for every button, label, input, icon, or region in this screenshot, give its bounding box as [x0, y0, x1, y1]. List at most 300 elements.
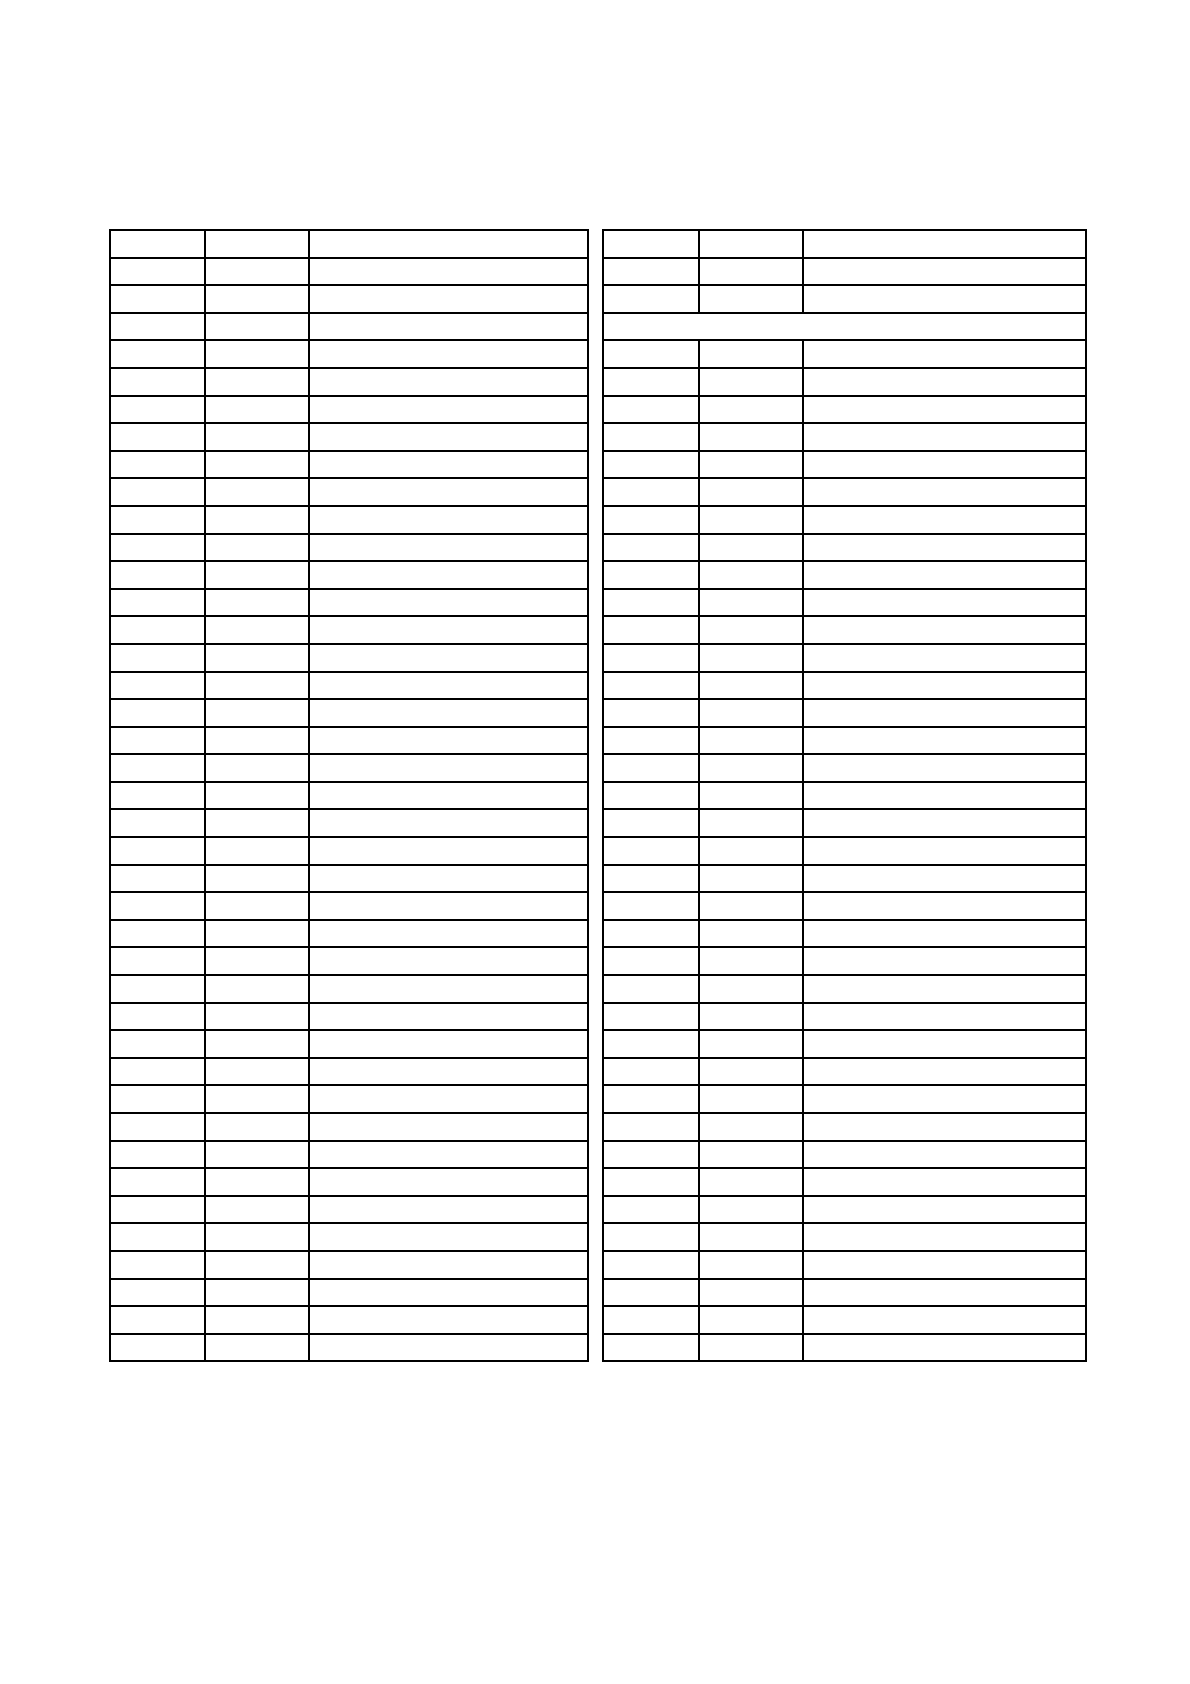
- table-row: [603, 340, 1086, 368]
- table-cell: [603, 423, 699, 451]
- table-cell: [803, 1085, 1086, 1113]
- table-row: [110, 865, 588, 893]
- table-cell: [309, 534, 588, 562]
- table-row: [110, 589, 588, 617]
- table-cell: [205, 258, 309, 286]
- table-row: [110, 754, 588, 782]
- table-cell: [309, 975, 588, 1003]
- table-cell: [603, 699, 699, 727]
- table-row: [603, 1113, 1086, 1141]
- table-cell: [699, 478, 803, 506]
- table-cell: [309, 258, 588, 286]
- table-cell: [309, 1223, 588, 1251]
- table-row: [110, 947, 588, 975]
- table-cell: [110, 865, 205, 893]
- table-cell: [205, 699, 309, 727]
- table-cell: [110, 672, 205, 700]
- table-cell: [205, 451, 309, 479]
- table-row: [603, 1223, 1086, 1251]
- table-cell: [205, 1058, 309, 1086]
- table-cell: [110, 589, 205, 617]
- table-cell: [205, 1279, 309, 1307]
- table-cell: [205, 396, 309, 424]
- table-cell: [205, 1251, 309, 1279]
- table-row: [603, 920, 1086, 948]
- table-cell: [803, 561, 1086, 589]
- table-row: [110, 478, 588, 506]
- table-cell: [803, 285, 1086, 313]
- table-cell: [205, 1003, 309, 1031]
- table-cell: [699, 396, 803, 424]
- table-row: [110, 396, 588, 424]
- table-row: [110, 727, 588, 755]
- table-row: [110, 837, 588, 865]
- table-cell: [110, 1058, 205, 1086]
- table-cell: [603, 809, 699, 837]
- table-row: [603, 313, 1086, 341]
- table-cell: [309, 340, 588, 368]
- table-cell: [309, 782, 588, 810]
- table-cell: [699, 865, 803, 893]
- table-row: [110, 616, 588, 644]
- table-cell: [205, 1113, 309, 1141]
- table-cell: [803, 1279, 1086, 1307]
- table-cell: [603, 1196, 699, 1224]
- table-row: [110, 1003, 588, 1031]
- table-cell: [205, 947, 309, 975]
- table-row: [603, 285, 1086, 313]
- table-row: [603, 1334, 1086, 1362]
- table-cell: [110, 451, 205, 479]
- table-cell: [803, 727, 1086, 755]
- table-cell: [699, 1334, 803, 1362]
- table-cell: [603, 340, 699, 368]
- table-cell: [699, 699, 803, 727]
- table-cell: [110, 782, 205, 810]
- table-cell: [803, 451, 1086, 479]
- table-cell: [803, 947, 1086, 975]
- table-cell: [603, 975, 699, 1003]
- table-row: [603, 561, 1086, 589]
- table-cell: [699, 727, 803, 755]
- table-row: [603, 258, 1086, 286]
- table-cell: [110, 1223, 205, 1251]
- table-cell: [110, 892, 205, 920]
- table-cell: [205, 1223, 309, 1251]
- table-cell: [110, 285, 205, 313]
- table-cell: [699, 368, 803, 396]
- table-cell: [803, 1113, 1086, 1141]
- table-cell: [603, 754, 699, 782]
- table-cell: [603, 285, 699, 313]
- table-cell: [803, 1003, 1086, 1031]
- table-cell: [309, 396, 588, 424]
- table-cell: [603, 865, 699, 893]
- table-row: [603, 1141, 1086, 1169]
- table-row: [603, 423, 1086, 451]
- table-cell: [699, 975, 803, 1003]
- table-cell: [205, 754, 309, 782]
- table-cell: [110, 1085, 205, 1113]
- table-row: [603, 809, 1086, 837]
- table-row: [603, 1058, 1086, 1086]
- table-row: [110, 313, 588, 341]
- table-row: [603, 451, 1086, 479]
- table-cell: [699, 1141, 803, 1169]
- table-cell: [309, 451, 588, 479]
- table-cell: [603, 1168, 699, 1196]
- table-cell: [110, 368, 205, 396]
- table-row: [110, 451, 588, 479]
- table-row: [603, 396, 1086, 424]
- table-row: [603, 368, 1086, 396]
- table-cell: [309, 1334, 588, 1362]
- table-cell: [699, 423, 803, 451]
- table-cell: [803, 865, 1086, 893]
- table-row: [110, 1058, 588, 1086]
- table-cell: [803, 1141, 1086, 1169]
- table-cell: [309, 892, 588, 920]
- table-cell: [803, 368, 1086, 396]
- table-cell: [205, 865, 309, 893]
- table-cell: [603, 451, 699, 479]
- table-cell: [110, 727, 205, 755]
- table-cell: [309, 285, 588, 313]
- table-row: [603, 1306, 1086, 1334]
- table-cell: [803, 230, 1086, 258]
- table-cell: [110, 1251, 205, 1279]
- table-cell: [603, 616, 699, 644]
- left-table: [109, 229, 589, 1362]
- table-cell: [803, 1251, 1086, 1279]
- table-row: [603, 534, 1086, 562]
- table-cell: [309, 699, 588, 727]
- table-cell: [603, 230, 699, 258]
- table-cell: [699, 1085, 803, 1113]
- table-row: [110, 368, 588, 396]
- table-row: [110, 1030, 588, 1058]
- table-cell: [205, 561, 309, 589]
- table-cell: [699, 561, 803, 589]
- table-cell: [603, 589, 699, 617]
- table-cell: [309, 1306, 588, 1334]
- table-row: [110, 920, 588, 948]
- table-cell: [803, 809, 1086, 837]
- table-row: [603, 699, 1086, 727]
- table-row: [110, 1141, 588, 1169]
- table-cell: [309, 1085, 588, 1113]
- table-cell: [699, 340, 803, 368]
- table-row: [603, 892, 1086, 920]
- table-cell: [205, 506, 309, 534]
- table-row: [110, 1113, 588, 1141]
- table-row: [110, 892, 588, 920]
- table-cell: [603, 1334, 699, 1362]
- table-cell: [205, 1085, 309, 1113]
- table-cell: [803, 1306, 1086, 1334]
- table-row: [110, 1223, 588, 1251]
- table-cell: [603, 782, 699, 810]
- table-cell: [699, 616, 803, 644]
- table-row: [603, 1251, 1086, 1279]
- table-cell: [309, 313, 588, 341]
- table-row: [110, 1168, 588, 1196]
- table-cell: [110, 423, 205, 451]
- table-cell: [803, 920, 1086, 948]
- table-cell: [699, 1113, 803, 1141]
- table-cell: [205, 837, 309, 865]
- table-cell: [309, 865, 588, 893]
- table-cell: [803, 699, 1086, 727]
- table-cell: [603, 837, 699, 865]
- table-cell: [205, 340, 309, 368]
- table-row: [110, 672, 588, 700]
- table-cell: [205, 589, 309, 617]
- table-row: [603, 1085, 1086, 1113]
- table-cell: [110, 1113, 205, 1141]
- table-cell: [205, 1196, 309, 1224]
- table-cell: [699, 285, 803, 313]
- table-cell: [699, 1196, 803, 1224]
- table-row: [110, 1196, 588, 1224]
- table-cell: [110, 837, 205, 865]
- table-cell: [205, 1141, 309, 1169]
- table-cell: [110, 230, 205, 258]
- table-cell: [603, 1058, 699, 1086]
- table-cell: [205, 1168, 309, 1196]
- table-cell: [110, 506, 205, 534]
- table-row: [603, 754, 1086, 782]
- table-cell: [603, 1113, 699, 1141]
- table-cell: [110, 1141, 205, 1169]
- table-cell: [309, 727, 588, 755]
- table-cell: [699, 644, 803, 672]
- table-cell: [110, 340, 205, 368]
- table-cell: [309, 947, 588, 975]
- table-cell: [110, 1168, 205, 1196]
- table-cell: [803, 1196, 1086, 1224]
- table-cell: [309, 616, 588, 644]
- table-cell: [699, 1003, 803, 1031]
- table-cell: [699, 1279, 803, 1307]
- table-cell: [699, 920, 803, 948]
- table-cell: [603, 478, 699, 506]
- table-cell: [699, 258, 803, 286]
- table-row: [110, 644, 588, 672]
- table-row: [603, 975, 1086, 1003]
- table-cell: [309, 423, 588, 451]
- table-cell: [205, 892, 309, 920]
- table-cell: [803, 506, 1086, 534]
- table-cell: [309, 1168, 588, 1196]
- table-cell: [699, 534, 803, 562]
- table-cell: [309, 1251, 588, 1279]
- table-cell: [205, 644, 309, 672]
- table-row: [110, 1306, 588, 1334]
- table-cell: [110, 754, 205, 782]
- table-cell: [309, 230, 588, 258]
- table-cell: [309, 754, 588, 782]
- table-cell: [205, 230, 309, 258]
- table-cell: [803, 754, 1086, 782]
- table-row: [603, 782, 1086, 810]
- table-row: [603, 1279, 1086, 1307]
- table-cell: [699, 1058, 803, 1086]
- table-row: [110, 506, 588, 534]
- table-cell: [803, 672, 1086, 700]
- table-row: [603, 589, 1086, 617]
- table-row: [603, 230, 1086, 258]
- table-row: [110, 561, 588, 589]
- table-cell: [803, 423, 1086, 451]
- table-cell: [110, 478, 205, 506]
- table-cell: [699, 672, 803, 700]
- table-row: [603, 865, 1086, 893]
- table-cell: [603, 534, 699, 562]
- table-cell: [205, 1306, 309, 1334]
- table-cell: [603, 644, 699, 672]
- table-cell: [309, 1113, 588, 1141]
- table-cell: [205, 285, 309, 313]
- table-cell: [205, 920, 309, 948]
- table-row: [603, 672, 1086, 700]
- table-row: [110, 1334, 588, 1362]
- table-cell: [699, 451, 803, 479]
- table-cell: [803, 782, 1086, 810]
- table-cell: [309, 1279, 588, 1307]
- table-cell: [205, 1030, 309, 1058]
- table-cell: [110, 947, 205, 975]
- table-cell: [803, 1334, 1086, 1362]
- table-cell: [110, 561, 205, 589]
- table-cell: [110, 699, 205, 727]
- table-row: [603, 727, 1086, 755]
- table-cell: [110, 258, 205, 286]
- table-row: [603, 1003, 1086, 1031]
- table-cell: [309, 368, 588, 396]
- table-cell: [110, 1003, 205, 1031]
- table-cell: [699, 506, 803, 534]
- table-cell: [603, 506, 699, 534]
- table-merged-cell: [603, 313, 1086, 341]
- table-row: [603, 1196, 1086, 1224]
- table-cell: [803, 1058, 1086, 1086]
- table-cell: [699, 589, 803, 617]
- table-cell: [309, 561, 588, 589]
- table-cell: [803, 644, 1086, 672]
- table-row: [110, 423, 588, 451]
- table-cell: [603, 1085, 699, 1113]
- table-cell: [110, 1196, 205, 1224]
- table-row: [110, 975, 588, 1003]
- table-cell: [699, 1251, 803, 1279]
- table-cell: [110, 920, 205, 948]
- table-cell: [803, 837, 1086, 865]
- table-row: [110, 782, 588, 810]
- table-cell: [309, 589, 588, 617]
- table-cell: [803, 534, 1086, 562]
- table-row: [603, 837, 1086, 865]
- table-row: [603, 1168, 1086, 1196]
- table-row: [603, 947, 1086, 975]
- table-cell: [603, 672, 699, 700]
- table-cell: [603, 727, 699, 755]
- table-cell: [603, 561, 699, 589]
- table-cell: [110, 534, 205, 562]
- table-cell: [803, 589, 1086, 617]
- table-cell: [309, 1003, 588, 1031]
- table-cell: [803, 1168, 1086, 1196]
- table-row: [110, 230, 588, 258]
- table-cell: [205, 423, 309, 451]
- table-cell: [603, 1141, 699, 1169]
- table-cell: [603, 892, 699, 920]
- table-cell: [699, 892, 803, 920]
- table-cell: [603, 1223, 699, 1251]
- table-cell: [803, 478, 1086, 506]
- table-cell: [309, 644, 588, 672]
- table-cell: [603, 1251, 699, 1279]
- table-cell: [699, 782, 803, 810]
- table-cell: [309, 506, 588, 534]
- table-row: [603, 506, 1086, 534]
- table-row: [603, 616, 1086, 644]
- table-cell: [110, 644, 205, 672]
- table-cell: [110, 1334, 205, 1362]
- table-row: [110, 534, 588, 562]
- table-cell: [803, 616, 1086, 644]
- table-cell: [699, 1030, 803, 1058]
- table-cell: [205, 809, 309, 837]
- table-cell: [309, 1030, 588, 1058]
- table-cell: [110, 1306, 205, 1334]
- table-cell: [603, 947, 699, 975]
- table-row: [603, 478, 1086, 506]
- right-table: [602, 229, 1087, 1362]
- table-cell: [699, 1223, 803, 1251]
- table-cell: [110, 313, 205, 341]
- table-cell: [205, 1334, 309, 1362]
- table-cell: [803, 892, 1086, 920]
- table-cell: [699, 947, 803, 975]
- table-cell: [110, 809, 205, 837]
- table-row: [110, 285, 588, 313]
- table-cell: [110, 396, 205, 424]
- table-row: [110, 258, 588, 286]
- table-row: [110, 340, 588, 368]
- table-cell: [205, 727, 309, 755]
- table-cell: [603, 396, 699, 424]
- table-cell: [309, 1058, 588, 1086]
- table-cell: [603, 1306, 699, 1334]
- table-cell: [699, 1168, 803, 1196]
- table-cell: [309, 809, 588, 837]
- table-cell: [205, 672, 309, 700]
- table-cell: [699, 809, 803, 837]
- table-cell: [803, 1223, 1086, 1251]
- table-cell: [603, 920, 699, 948]
- table-cell: [309, 1196, 588, 1224]
- table-cell: [309, 920, 588, 948]
- table-cell: [603, 1003, 699, 1031]
- table-row: [110, 1251, 588, 1279]
- table-cell: [803, 1030, 1086, 1058]
- table-row: [110, 699, 588, 727]
- table-cell: [205, 313, 309, 341]
- table-cell: [110, 975, 205, 1003]
- table-cell: [803, 258, 1086, 286]
- table-cell: [205, 616, 309, 644]
